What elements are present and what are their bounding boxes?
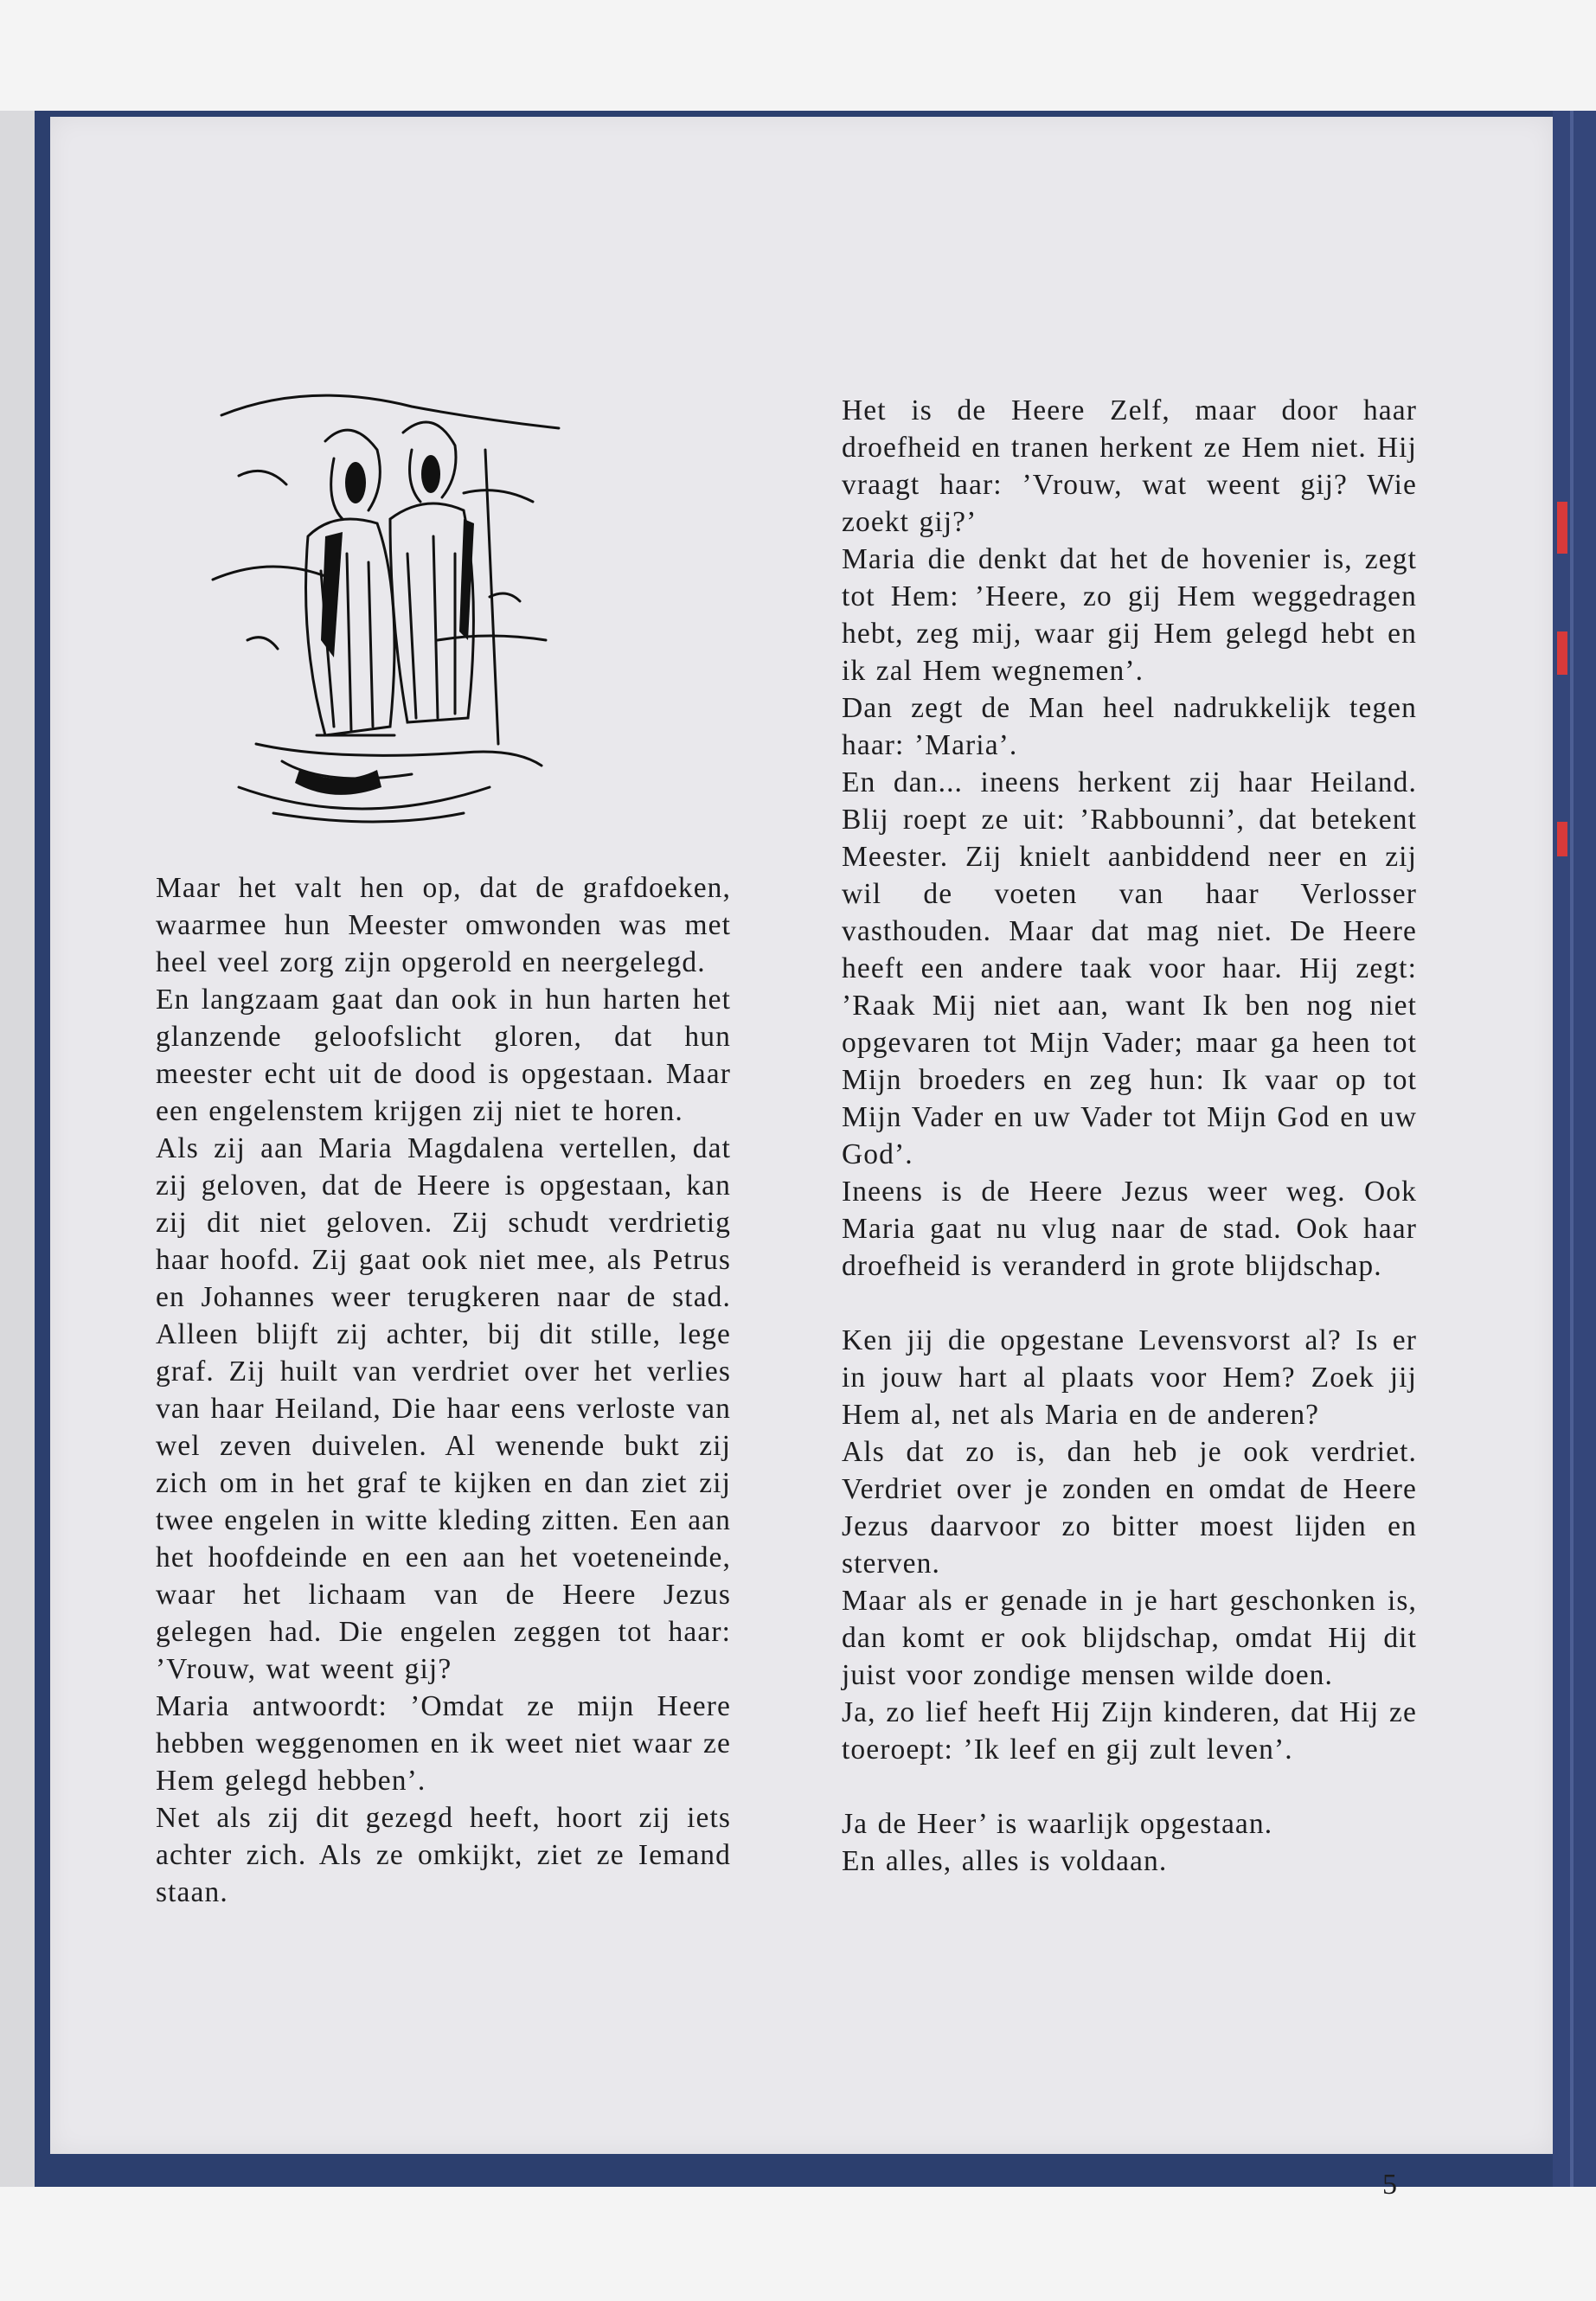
paragraph: Net als zij dit gezegd heeft, hoort zij iets achter zich. Als ze omkijkt, ziet ze Iemand staan. [156,1802,731,1908]
paragraph: Het is de Heere Zelf, maar door haar droefheid en tranen herkent ze Hem niet. Hij vraagt haar: ’Vrouw, wat weent gij? Wie zoekt gij?’ [842,394,1417,538]
red-tab-marks [1557,502,1567,865]
right-text-column [842,392,1417,1880]
paragraph: Ja, zo lief heeft Hij Zijn kinderen, dat Hij ze toeroept: ’Ik leef en gij zult leven’. [842,1696,1417,1766]
paragraph: Maar het valt hen op, dat de grafdoeken, waarmee hun Meester omwonden was met heel veel zorg zijn opgerold en neergelegd. [156,872,731,978]
paragraph: Dan zegt de Man heel nadrukkelijk tegen haar: ’Maria’. [842,692,1417,761]
paragraph-spacer [842,1768,1417,1805]
paragraph: En dan... ineens herkent zij haar Heiland. Blij roept ze uit: ’Rabbounni’, dat betekent Meester. Zij knielt aanbiddend neer en zij wil de voeten van haar Verlosser vasthouden. Maar dat mag niet. De Heere heeft een andere taak voor haar. Hij zegt: ’Raak Mij niet aan, want Ik ben nog niet opgevaren tot Mijn Vader; maar ga heen tot Mijn broeders en zeg hun: Ik vaar op tot Mijn Vader en uw Vader tot Mijn God en uw God’. [842,766,1417,1170]
paragraph: Ken jij die opgestane Levensvorst al? Is er in jouw hart al plaats voor Hem? Zoek jij Hem al, net als Maria en de anderen? [842,1324,1417,1431]
paragraph: En langzaam gaat dan ook in hun harten het glanzende geloofslicht gloren, dat hun meester echt uit de dood is opgestaan. Maar een engelenstem krijgen zij niet te horen. [156,984,731,1127]
paragraph: Maria die denkt dat het de hovenier is, zegt tot Hem: ’Heere, zo gij Hem weggedragen hebt, zeg mij, waar gij Hem gelegd hebt en ik zal Hem wegnemen’. [842,543,1417,687]
paragraph: Maar als er genade in je hart geschonken is, dan komt er ook blijdschap, omdat Hij dit juist voor zondige mensen wilde doen. [842,1585,1417,1691]
page-number: 5 [1382,2169,1397,2201]
paragraph: Ineens is de Heere Jezus weer weg. Ook Maria gaat nu vlug naar de stad. Ook haar droefheid is veranderd in grote blijdschap. [842,1176,1417,1282]
poem-line: En alles, alles is voldaan. [842,1845,1168,1877]
paragraph: Als zij aan Maria Magdalena vertellen, dat zij geloven, dat de Heere is opgestaan, kan zij dit niet geloven. Zij schudt verdrietig haar hoofd. Zij gaat ook niet mee, als Petrus en Johannes weer terugkeren naar de stad. Alleen blijft zij achter, bij dit stille, lege graf. Zij huilt van verdriet over het verlies van haar Heiland, Die haar eens verloste van wel zeven duivelen. Al wenende bukt zij zich om in het graf te kijken en dan ziet zij twee engelen in witte kleding zitten. Een aan het hoofdeinde en een aan het voeteneinde, waar het lichaam van de Heere Jezus gelegen had. Die engelen zeggen tot haar: ’Vrouw, wat weent gij? [156,1132,731,1685]
illustration-two-disciples [204,381,567,830]
book-page [50,117,1553,2201]
paragraph: Als dat zo is, dan heb je ook verdriet. Verdriet over je zonden en omdat de Heere Jezus daarvoor zo bitter moest lijden en sterven. [842,1436,1417,1580]
paragraph: Maria antwoordt: ’Omdat ze mijn Heere hebben weggenomen en ik weet niet waar ze Hem gelegd hebben’. [156,1690,731,1797]
poem-line: Ja de Heer’ is waarlijk opgestaan. [842,1808,1273,1840]
left-text-column [156,869,731,1911]
paragraph-spacer [842,1285,1417,1322]
